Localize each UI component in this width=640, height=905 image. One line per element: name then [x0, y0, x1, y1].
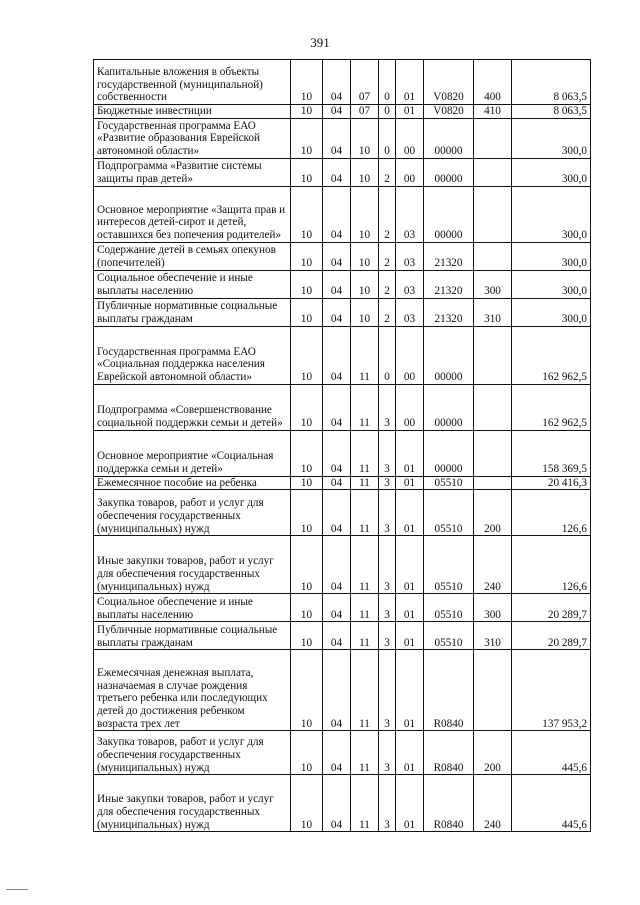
subsection-code-cell: 04: [323, 622, 351, 650]
row-name-cell: Капитальные вложения в объекты государственной (муниципальной) собственности: [94, 60, 291, 105]
subsection-code-cell: 04: [323, 60, 351, 105]
direction-code-cell: R0840: [424, 731, 474, 775]
section-code-cell: 10: [291, 242, 323, 270]
subsection-code-cell: 04: [323, 594, 351, 622]
amount-cell: 300,0: [512, 270, 591, 298]
row-name-cell: Государственная программа ЕАО «Развитие образования Еврейской автономной области»: [94, 118, 291, 158]
amount-cell: 300,0: [512, 158, 591, 186]
subprogram-code-cell: 3: [379, 731, 396, 775]
subsection-code-cell: 04: [323, 775, 351, 832]
subprogram-code-cell: 3: [379, 384, 396, 430]
subsection-code-cell: 04: [323, 270, 351, 298]
event-code-cell: 01: [396, 105, 424, 119]
subsection-code-cell: 04: [323, 186, 351, 242]
expense-type-cell: 410: [474, 105, 512, 119]
subprogram-code-cell: 2: [379, 242, 396, 270]
direction-code-cell: R0840: [424, 650, 474, 731]
budget-table: [93, 59, 591, 832]
amount-cell: 162 962,5: [512, 384, 591, 430]
event-code-cell: 01: [396, 775, 424, 832]
direction-code-cell: R0840: [424, 775, 474, 832]
expense-type-cell: [474, 384, 512, 430]
amount-cell: 8 063,5: [512, 60, 591, 105]
expense-type-cell: [474, 476, 512, 490]
table-row: [94, 650, 591, 731]
row-name-cell: Иные закупки товаров, работ и услуг для обеспечения государственных (муниципальных) нужд: [94, 775, 291, 832]
event-code-cell: 01: [396, 430, 424, 476]
subprogram-code-cell: 3: [379, 490, 396, 536]
program-code-cell: 07: [351, 60, 379, 105]
table-row: [94, 490, 591, 536]
subprogram-code-cell: 0: [379, 105, 396, 119]
amount-cell: 158 369,5: [512, 430, 591, 476]
subsection-code-cell: 04: [323, 476, 351, 490]
event-code-cell: 03: [396, 242, 424, 270]
table-row: [94, 384, 591, 430]
subsection-code-cell: 04: [323, 536, 351, 594]
subsection-code-cell: 04: [323, 242, 351, 270]
subprogram-code-cell: 2: [379, 298, 396, 326]
table-row: [94, 298, 591, 326]
program-code-cell: 10: [351, 158, 379, 186]
section-code-cell: 10: [291, 326, 323, 384]
expense-type-cell: 300: [474, 270, 512, 298]
row-name-cell: Основное мероприятие «Социальная поддержка семьи и детей»: [94, 430, 291, 476]
expense-type-cell: 200: [474, 731, 512, 775]
program-code-cell: 11: [351, 650, 379, 731]
table-row: [94, 118, 591, 158]
program-code-cell: 11: [351, 476, 379, 490]
table-row: [94, 476, 591, 490]
subprogram-code-cell: 2: [379, 186, 396, 242]
program-code-cell: 10: [351, 242, 379, 270]
amount-cell: 300,0: [512, 118, 591, 158]
section-code-cell: 10: [291, 270, 323, 298]
expense-type-cell: [474, 430, 512, 476]
amount-cell: 445,6: [512, 775, 591, 832]
event-code-cell: 01: [396, 536, 424, 594]
row-name-cell: Государственная программа ЕАО «Социальная поддержка населения Еврейской автономной области»: [94, 326, 291, 384]
table-body: [94, 60, 591, 832]
subprogram-code-cell: 0: [379, 118, 396, 158]
expense-type-cell: 400: [474, 60, 512, 105]
amount-cell: 126,6: [512, 536, 591, 594]
row-name-cell: Иные закупки товаров, работ и услуг для обеспечения государственных (муниципальных) нужд: [94, 536, 291, 594]
amount-cell: 20 289,7: [512, 594, 591, 622]
direction-code-cell: 05510: [424, 594, 474, 622]
subsection-code-cell: 04: [323, 105, 351, 119]
event-code-cell: 01: [396, 490, 424, 536]
section-code-cell: 10: [291, 105, 323, 119]
row-name-cell: Подпрограмма «Развитие системы защиты прав детей»: [94, 158, 291, 186]
event-code-cell: 00: [396, 326, 424, 384]
amount-cell: 8 063,5: [512, 105, 591, 119]
direction-code-cell: 00000: [424, 158, 474, 186]
program-code-cell: 11: [351, 430, 379, 476]
direction-code-cell: 00000: [424, 384, 474, 430]
amount-cell: 162 962,5: [512, 326, 591, 384]
subprogram-code-cell: 3: [379, 430, 396, 476]
table-row: [94, 775, 591, 832]
expense-type-cell: 200: [474, 490, 512, 536]
direction-code-cell: 05510: [424, 536, 474, 594]
section-code-cell: 10: [291, 490, 323, 536]
program-code-cell: 11: [351, 490, 379, 536]
table-row: [94, 158, 591, 186]
subprogram-code-cell: 0: [379, 60, 396, 105]
program-code-cell: 11: [351, 326, 379, 384]
direction-code-cell: 05510: [424, 476, 474, 490]
row-name-cell: Ежемесячное пособие на ребенка: [94, 476, 291, 490]
program-code-cell: 10: [351, 270, 379, 298]
amount-cell: 20 289,7: [512, 622, 591, 650]
event-code-cell: 03: [396, 186, 424, 242]
table-row: [94, 105, 591, 119]
subsection-code-cell: 04: [323, 731, 351, 775]
direction-code-cell: 00000: [424, 186, 474, 242]
direction-code-cell: V0820: [424, 60, 474, 105]
program-code-cell: 11: [351, 536, 379, 594]
section-code-cell: 10: [291, 536, 323, 594]
table-row: [94, 270, 591, 298]
row-name-cell: Социальное обеспечение и иные выплаты населению: [94, 270, 291, 298]
section-code-cell: 10: [291, 186, 323, 242]
row-name-cell: Ежемесячная денежная выплата, назначаемая в случае рождения третьего ребенка или последующих детей до достижения ребенком возраста трех лет: [94, 650, 291, 731]
expense-type-cell: [474, 242, 512, 270]
direction-code-cell: 00000: [424, 118, 474, 158]
section-code-cell: 10: [291, 622, 323, 650]
expense-type-cell: 310: [474, 298, 512, 326]
program-code-cell: 11: [351, 622, 379, 650]
program-code-cell: 11: [351, 731, 379, 775]
row-name-cell: Социальное обеспечение и иные выплаты населению: [94, 594, 291, 622]
row-name-cell: Основное мероприятие «Защита прав и интересов детей-сирот и детей, оставшихся без попечения родителей»: [94, 186, 291, 242]
section-code-cell: 10: [291, 384, 323, 430]
table-row: [94, 731, 591, 775]
program-code-cell: 11: [351, 775, 379, 832]
amount-cell: 300,0: [512, 242, 591, 270]
program-code-cell: 07: [351, 105, 379, 119]
row-name-cell: Публичные нормативные социальные выплаты гражданам: [94, 298, 291, 326]
expense-type-cell: [474, 118, 512, 158]
subsection-code-cell: 04: [323, 430, 351, 476]
expense-type-cell: [474, 326, 512, 384]
direction-code-cell: 21320: [424, 270, 474, 298]
direction-code-cell: 21320: [424, 242, 474, 270]
event-code-cell: 01: [396, 476, 424, 490]
subsection-code-cell: 04: [323, 384, 351, 430]
subsection-code-cell: 04: [323, 650, 351, 731]
event-code-cell: 03: [396, 270, 424, 298]
event-code-cell: 00: [396, 158, 424, 186]
program-code-cell: 10: [351, 186, 379, 242]
direction-code-cell: 21320: [424, 298, 474, 326]
direction-code-cell: 00000: [424, 430, 474, 476]
section-code-cell: 10: [291, 430, 323, 476]
expense-type-cell: 300: [474, 594, 512, 622]
table-row: [94, 326, 591, 384]
subsection-code-cell: 04: [323, 158, 351, 186]
direction-code-cell: 05510: [424, 622, 474, 650]
subsection-code-cell: 04: [323, 490, 351, 536]
amount-cell: 20 416,3: [512, 476, 591, 490]
amount-cell: 445,6: [512, 731, 591, 775]
section-code-cell: 10: [291, 60, 323, 105]
section-code-cell: 10: [291, 298, 323, 326]
program-code-cell: 10: [351, 118, 379, 158]
expense-type-cell: [474, 158, 512, 186]
row-name-cell: Подпрограмма «Совершенствование социальной поддержки семьи и детей»: [94, 384, 291, 430]
table-row: [94, 242, 591, 270]
section-code-cell: 10: [291, 158, 323, 186]
table-row: [94, 430, 591, 476]
table-row: [94, 186, 591, 242]
section-code-cell: 10: [291, 594, 323, 622]
subsection-code-cell: 04: [323, 298, 351, 326]
subsection-code-cell: 04: [323, 118, 351, 158]
event-code-cell: 00: [396, 384, 424, 430]
event-code-cell: 01: [396, 594, 424, 622]
direction-code-cell: 05510: [424, 490, 474, 536]
subprogram-code-cell: 2: [379, 270, 396, 298]
section-code-cell: 10: [291, 118, 323, 158]
section-code-cell: 10: [291, 731, 323, 775]
amount-cell: 300,0: [512, 186, 591, 242]
program-code-cell: 11: [351, 594, 379, 622]
event-code-cell: 01: [396, 650, 424, 731]
expense-type-cell: [474, 650, 512, 731]
section-code-cell: 10: [291, 775, 323, 832]
event-code-cell: 01: [396, 622, 424, 650]
subprogram-code-cell: 3: [379, 650, 396, 731]
row-name-cell: Публичные нормативные социальные выплаты гражданам: [94, 622, 291, 650]
row-name-cell: Содержание детей в семьях опекунов (попечителей): [94, 242, 291, 270]
event-code-cell: 00: [396, 118, 424, 158]
subprogram-code-cell: 2: [379, 158, 396, 186]
event-code-cell: 01: [396, 60, 424, 105]
expense-type-cell: 310: [474, 622, 512, 650]
expense-type-cell: 240: [474, 536, 512, 594]
subprogram-code-cell: 0: [379, 326, 396, 384]
amount-cell: 137 953,2: [512, 650, 591, 731]
subprogram-code-cell: 3: [379, 594, 396, 622]
table-row: [94, 60, 591, 105]
event-code-cell: 01: [396, 731, 424, 775]
event-code-cell: 03: [396, 298, 424, 326]
program-code-cell: 10: [351, 298, 379, 326]
page-number: 391: [310, 35, 330, 50]
program-code-cell: 11: [351, 384, 379, 430]
row-name-cell: Бюджетные инвестиции: [94, 105, 291, 119]
direction-code-cell: 00000: [424, 326, 474, 384]
subprogram-code-cell: 3: [379, 536, 396, 594]
subprogram-code-cell: 3: [379, 476, 396, 490]
subprogram-code-cell: 3: [379, 622, 396, 650]
direction-code-cell: V0820: [424, 105, 474, 119]
scan-edge-mark: [6, 889, 28, 890]
table-row: [94, 594, 591, 622]
expense-type-cell: 240: [474, 775, 512, 832]
expense-type-cell: [474, 186, 512, 242]
amount-cell: 126,6: [512, 490, 591, 536]
section-code-cell: 10: [291, 650, 323, 731]
subprogram-code-cell: 3: [379, 775, 396, 832]
subsection-code-cell: 04: [323, 326, 351, 384]
amount-cell: 300,0: [512, 298, 591, 326]
section-code-cell: 10: [291, 476, 323, 490]
row-name-cell: Закупка товаров, работ и услуг для обеспечения государственных (муниципальных) нужд: [94, 731, 291, 775]
row-name-cell: Закупка товаров, работ и услуг для обеспечения государственных (муниципальных) нужд: [94, 490, 291, 536]
table-row: [94, 536, 591, 594]
table-row: [94, 622, 591, 650]
